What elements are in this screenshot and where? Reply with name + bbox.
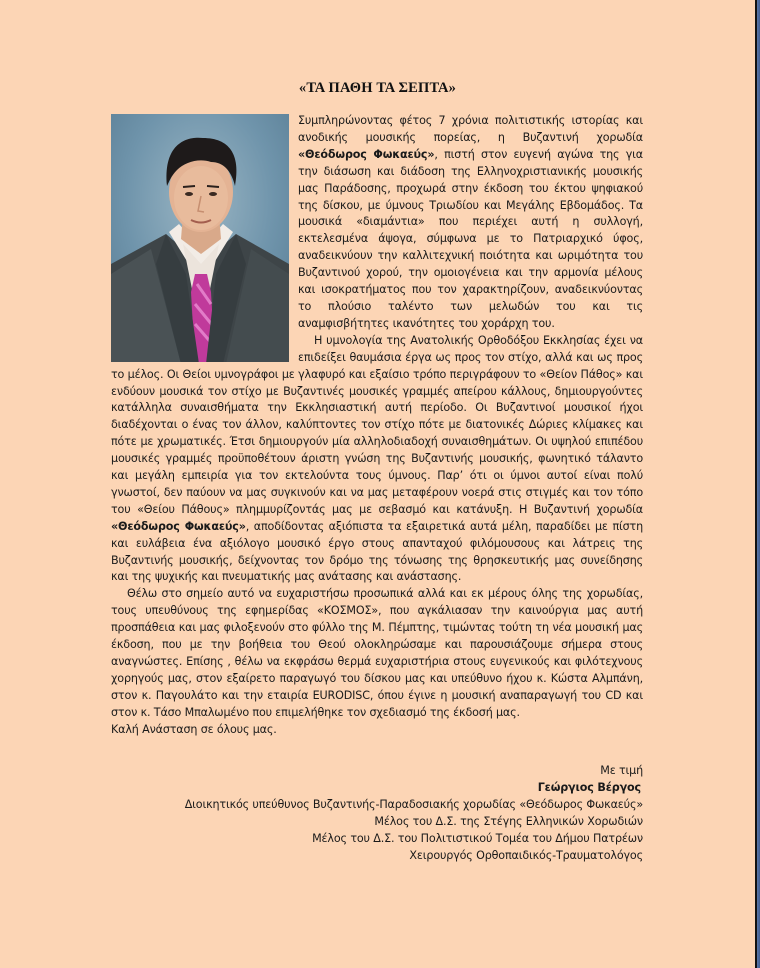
signatory-title: Χειρουργός Ορθοπαιδικός-Τραυματολόγος [409, 848, 643, 862]
signatory-title: Διοικητικός υπεύθυνος Βυζαντινής-Παραδοσιακής χορωδίας «Θεόδωρος Φωκαεύς» [184, 797, 643, 811]
signatory-name: Γεώργιος Βέργος [537, 780, 641, 794]
closing-line: Καλή Ανάσταση σε όλους μας. [111, 722, 277, 736]
signatory-title: Μέλος του Δ.Σ. της Στέγης Ελληνικών Χορωδιών [374, 814, 643, 828]
paragraph-intro: Συμπληρώνοντας φέτος 7 χρόνια πολιτιστικής ιστορίας και ανοδικής μουσικής πορείας, η Βυζαντινή χορωδία «Θεόδωρος Φωκαεύς», πιστή στον ευγενή αγώνα της για την διάσωση και διάδοση της Ελληνοχριστιανικής μουσικής μας Παράδοσης, προχωρά στην έκδοση του έκτου ψηφιακού της δίσκου, με ύμνους Τριωδίου και Μεγάλης Εβδομάδος. Τα μουσικά «διαμάντια» που περιέχει αυτή η συλλογή, εκτελεσμένα άψογα, σύμφωνα με το Πατριαρχικό ύφος, αναδεικνύουν την καλλιτεχνική ποιότητα και ωριμότητα του Βυζαντινού χορού, την ομοιογένεια και την αρμονία μέλους και ισοκρατήματος που τον χαρακτηρίζουν, αναδεικνύοντας το πλούσιο ταλέντο των μελωδών του και τις αναμφισβήτητες ικανότητες του χοράρχη του. [298, 114, 643, 330]
choir-name: «Θεόδωρος Φωκαεύς» [111, 519, 246, 533]
signature-block [185, 763, 643, 864]
signatory-title: Μέλος του Δ.Σ. του Πολιτιστικού Τομέα του Δήμου Πατρέων [312, 831, 643, 845]
article-body [111, 113, 643, 739]
portrait-image [111, 114, 289, 362]
choir-name: «Θεόδωρος Φωκαεύς» [298, 147, 435, 161]
author-photo [111, 114, 289, 362]
page-title: «ΤΑ ΠΑΘΗ ΤΑ ΣΕΠΤΑ» [298, 80, 457, 96]
salutation: Με τιμή [600, 764, 643, 777]
paragraph-hymnology: Η υμνολογία της Ανατολικής Ορθοδόξου Εκκλησίας έχει να επιδείξει θαυμάσια έργα ως προς τον στίχο, αλλά και ως προς το μέλος. Οι Θείοι υμνογράφοι με γλαφυρό και εξαίσιο τρόπο περιγράφουν το «Θείον Πάθος» και ενδύουν μουσικά τον στίχο με Βυζαντινές μουσικές γραμμές απείρου κάλλους, δημιουργούντες κατάλληλα συναισθήματα την Εκκλησιαστική αυτή περίοδο. Οι Βυζαντινοί μουσικοί ήχοι διαδέχονται ο ένας τον άλλον, καλύπτοντες τον στίχο πότε με διατονικές Δώριες κλίμακες και πότε με χρωματικές. Έτσι δημιουργούν μία αλληλοδιαδοχή συναισθημάτων. Οι υψηλού επιπέδου μουσικές γραμμές προϋποθέτουν άριστη γνώση της Βυζαντινής μουσικής, φωνητικό τάλαντο και μεγάλη εμπειρία για τον εκτελούντα τους ύμνους. Παρ’ ότι οι ύμνοι αυτοί είναι πολύ γνωστοί, δεν παύουν να μας συγκινούν και να μας μεταφέρουν νοερά στις στιγμές και τον τόπο του «Θείου Πάθους» πλημμυρίζοντάς μας με σεβασμό και κατάνυξη. Η Βυζαντινή χορωδία «Θεόδωρος Φωκαεύς», αποδίδοντας αξιόπιστα τα εξαιρετικά αυτά μέλη, παραδίδει με πίστη και ευλάβεια ένα αξιόλογο μουσικό έργο στους απανταχού φιλόμουσους και λάτρεις της Βυζαντινής μουσικής, δείχνοντας τον δρόμο της τόνωσης της θρησκευτικής μας συνείδησης και της ψυχικής και πνευματικής μας ανάτασης και ανάστασης. [111, 333, 643, 584]
paragraph-thanks: Θέλω στο σημείο αυτό να ευχαριστήσω προσωπικά αλλά και εκ μέρους όλης της χορωδίας, τους υπευθύνους της εφημερίδας «ΚΟΣΜΟΣ», που αγκάλιασαν την καινούργια μας αυτή προσπάθεια και μας φιλοξενούν στο φύλλο της Μ. Πέμπτης, τιμώντας τούτη τη νέα μουσική μας έκδοση, που με την βοήθεια του Θεού ολοκληρώσαμε και παρουσιάζουμε σήμερα στους αναγνώστες. Επίσης , θέλω να εκφράσω θερμά ευχαριστήρια στους ευγενικούς και φιλότεχνους χορηγούς μας, στον εξαίρετο παραγωγό του δίσκου μας και υπεύθυνο ήχου κ. Κώστα Αλμπάνη, στον κ. Παγουλάτο και την εταιρία EURODISC, όπου έγινε η μουσική αναπαραγωγή του CD και στον κ. Τάσο Μπαλωμένο που επιμελήθηκε τον σχεδιασμό της έκδοσή μας. [111, 587, 643, 719]
